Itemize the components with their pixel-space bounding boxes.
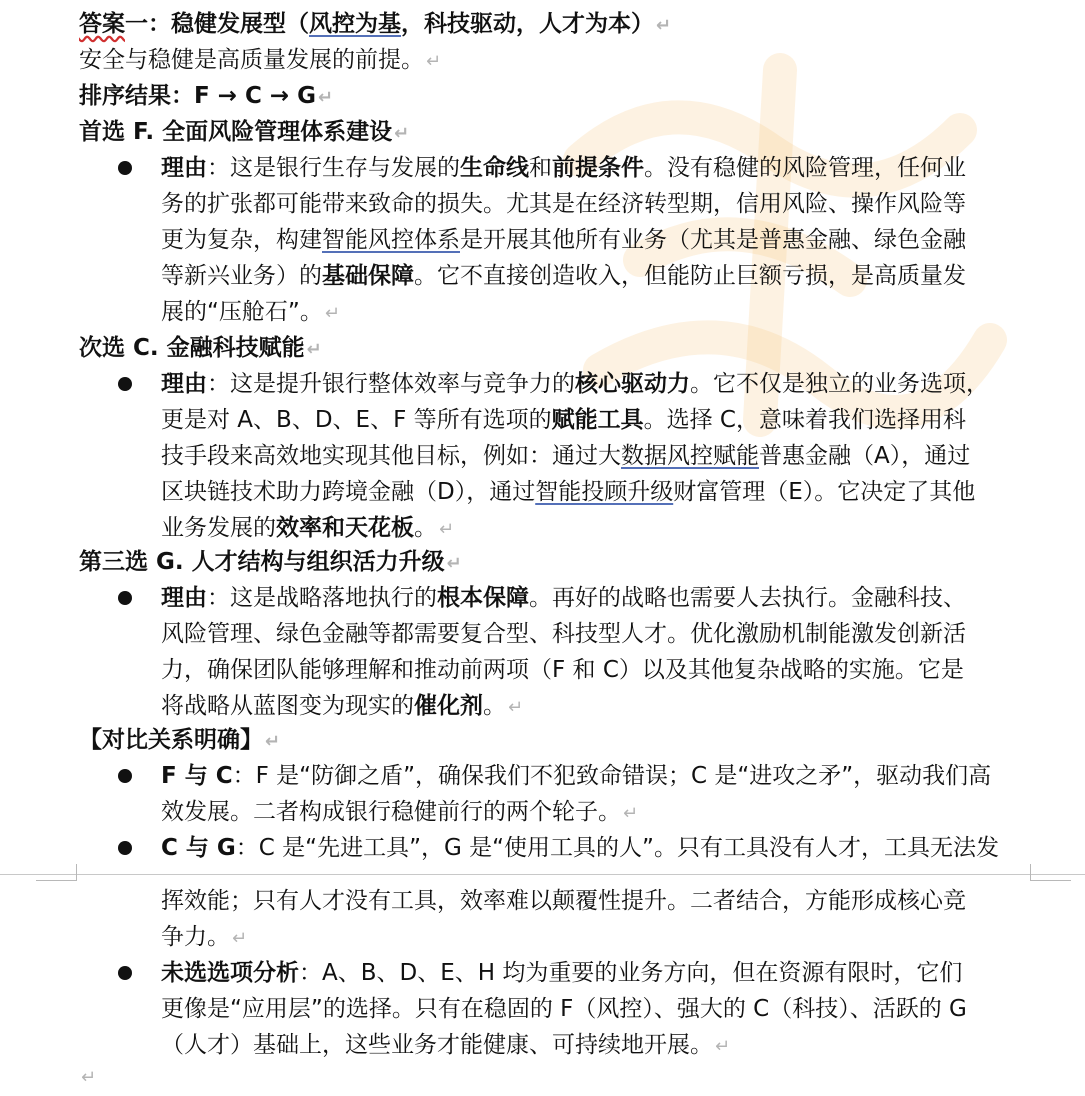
text-run: 。 <box>483 693 506 719</box>
compare-label: C 与 G <box>161 835 236 861</box>
text-run: 。再好的战略也需要人去执行。金融科技、 <box>529 585 966 611</box>
paragraph-mark-icon: ↵ <box>656 15 672 36</box>
unselected-line-1 <box>161 955 962 991</box>
emphasis-text: 核心驱动力 <box>575 371 690 397</box>
text-run: 等新兴业务）的 <box>161 263 322 289</box>
third-reason-line-1 <box>161 580 966 616</box>
emphasis-text: 效率和天花板 <box>276 515 414 541</box>
unselected-line-2 <box>161 991 967 1027</box>
third-reason-line-4 <box>161 688 523 724</box>
paragraph-mark-icon: ↵ <box>426 51 442 72</box>
answer-subtitle-text: 安全与稳健是高质量发展的前提。 <box>79 47 424 73</box>
answer-title-part-d: ，科技驱动，人才为本） <box>401 11 654 37</box>
first-choice-heading-text: 首选 F. 全面风险管理体系建设 <box>79 119 393 145</box>
compare-label: F 与 C <box>161 763 233 789</box>
text-run: 更像是“应用层”的选择。只有在稳固的 F（风控）、强大的 C（科技）、活跃的 G <box>161 996 967 1022</box>
emphasis-text: 生命线 <box>460 155 529 181</box>
text-run: 将战略从蓝图变为现实的 <box>161 693 414 719</box>
second-reason-line-3 <box>161 438 970 474</box>
page-break-divider <box>0 874 1085 875</box>
text-run: ：这是战略落地执行的 <box>207 585 437 611</box>
compare-heading <box>79 722 280 758</box>
reason-label: 理由 <box>161 585 207 611</box>
text-run: 。它不直接创造收入，但能防止巨额亏损，是高质量发 <box>414 263 966 289</box>
text-run: 财富管理（E）。它决定了其他 <box>673 479 976 505</box>
page-corner-mark-left <box>36 864 77 881</box>
text-run: 务的扩张都可能带来致命的损失。尤其是在经济转型期，信用风险、操作风险等 <box>161 191 966 217</box>
reason-label: 理由 <box>161 371 207 397</box>
bullet-icon <box>118 841 132 855</box>
first-reason-line-1 <box>161 150 966 186</box>
compare-cg-line-1 <box>161 830 999 866</box>
underlined-text: 数据风控赋能 <box>621 443 759 469</box>
second-reason-line-4 <box>161 474 975 510</box>
bullet-icon <box>118 161 132 175</box>
text-run: 更是对 A、B、D、E、F 等所有选项的 <box>161 407 552 433</box>
first-reason-line-2 <box>161 186 966 222</box>
text-run: ：C 是“先进工具”，G 是“使用工具的人”。只有工具没有人才，工具无法发 <box>235 835 999 861</box>
answer-title-part-c: 风控为基 <box>309 11 401 37</box>
first-choice-heading <box>79 114 409 150</box>
third-choice-heading-text: 第三选 G. 人才结构与组织活力升级 <box>79 549 445 575</box>
text-run: 挥效能；只有人才没有工具，效率难以颠覆性提升。二者结合，方能形成核心竞 <box>161 888 966 914</box>
paragraph-mark-icon: ↵ <box>306 339 322 360</box>
compare-fc-line-1 <box>161 758 991 794</box>
emphasis-text: 赋能工具 <box>551 407 644 433</box>
text-run: 技手段来高效地实现其他目标，例如：通过大 <box>161 443 621 469</box>
compare-fc-line-2 <box>161 794 638 830</box>
second-reason-line-2 <box>161 402 966 438</box>
compare-cg-line-2 <box>161 883 966 919</box>
text-run: ：A、B、D、E、H 均为重要的业务方向，但在资源有限时，它们 <box>299 960 963 986</box>
emphasis-text: 根本保障 <box>437 585 529 611</box>
text-run: 业务发展的 <box>161 515 276 541</box>
text-run: ：这是提升银行整体效率与竞争力的 <box>207 371 575 397</box>
answer-subtitle <box>79 42 441 78</box>
text-run: 。没有稳健的风险管理，任何业 <box>644 155 966 181</box>
paragraph-mark-icon: ↵ <box>232 928 248 949</box>
paragraph-mark-icon: ↵ <box>324 303 340 324</box>
paragraph-mark-icon: ↵ <box>81 1067 97 1088</box>
text-run: 。它不仅是独立的业务选项， <box>690 371 989 397</box>
paragraph-mark-icon: ↵ <box>394 123 410 144</box>
paragraph-mark-icon: ↵ <box>446 553 462 574</box>
third-reason-line-3 <box>161 652 964 688</box>
second-choice-heading <box>79 330 322 366</box>
paragraph-mark-icon: ↵ <box>439 519 455 540</box>
text-run: ：F 是“防御之盾”，确保我们不犯致命错误；C 是“进攻之矛”，驱动我们高 <box>232 763 992 789</box>
bullet-icon <box>118 377 132 391</box>
sort-result <box>79 78 333 114</box>
text-run: 风险管理、绿色金融等都需要复合型、科技型人才。优化激励机制能激发创新活 <box>161 621 966 647</box>
third-reason-line-2 <box>161 616 966 652</box>
reason-label: 理由 <box>161 155 207 181</box>
text-run: 是开展其他所有业务（尤其是普惠金融、绿色金融 <box>460 227 966 253</box>
emphasis-text: 基础保障 <box>322 263 414 289</box>
end-paragraph <box>79 1058 96 1094</box>
bullet-icon <box>118 591 132 605</box>
third-choice-heading <box>79 544 462 580</box>
paragraph-mark-icon: ↵ <box>623 803 639 824</box>
compare-label: 未选选项分析 <box>161 960 299 986</box>
answer-title <box>79 6 671 42</box>
sort-result-text: 排序结果：F → C → G <box>79 83 317 109</box>
first-reason-line-4 <box>161 258 966 294</box>
bullet-icon <box>118 966 132 980</box>
text-run: 普惠金融（A），通过 <box>759 443 971 469</box>
text-run: （人才）基础上，这些业务才能健康、可持续地开展。 <box>161 1032 713 1058</box>
answer-title-part-b: 一：稳健发展型（ <box>125 11 309 37</box>
first-reason-line-5 <box>161 294 340 330</box>
unselected-line-3 <box>161 1027 730 1063</box>
text-run: 区块链技术助力跨境金融（D），通过 <box>161 479 536 505</box>
emphasis-text: 催化剂 <box>414 693 483 719</box>
bullet-icon <box>118 769 132 783</box>
text-run: ：这是银行生存与发展的 <box>207 155 460 181</box>
paragraph-mark-icon: ↵ <box>265 731 281 752</box>
text-run: 力，确保团队能够理解和推动前两项（F 和 C）以及其他复杂战略的实施。它是 <box>161 657 964 683</box>
text-run: 更为复杂，构建 <box>161 227 322 253</box>
second-choice-heading-text: 次选 C. 金融科技赋能 <box>79 335 305 361</box>
text-run: 效发展。二者构成银行稳健前行的两个轮子。 <box>161 799 621 825</box>
page-corner-mark-right <box>1030 864 1071 881</box>
paragraph-mark-icon: ↵ <box>318 87 334 108</box>
compare-heading-text: 【对比关系明确】 <box>79 727 263 753</box>
text-run: 展的“压舱石”。 <box>161 299 323 325</box>
underlined-text: 智能投顾升级 <box>535 479 674 505</box>
text-run: 和 <box>529 155 552 181</box>
second-reason-line-1 <box>161 366 989 402</box>
second-reason-line-5 <box>161 510 454 546</box>
paragraph-mark-icon: ↵ <box>715 1036 731 1057</box>
first-reason-line-3 <box>161 222 966 258</box>
compare-cg-line-3 <box>161 919 247 955</box>
text-run: 。 <box>414 515 437 541</box>
emphasis-text: 前提条件 <box>552 155 644 181</box>
text-run: 。选择 C，意味着我们选择用科 <box>643 407 966 433</box>
text-run: 争力。 <box>161 924 230 950</box>
paragraph-mark-icon: ↵ <box>508 697 524 718</box>
answer-title-part-a: 答案 <box>79 11 125 37</box>
underlined-text: 智能风控体系 <box>322 227 460 253</box>
